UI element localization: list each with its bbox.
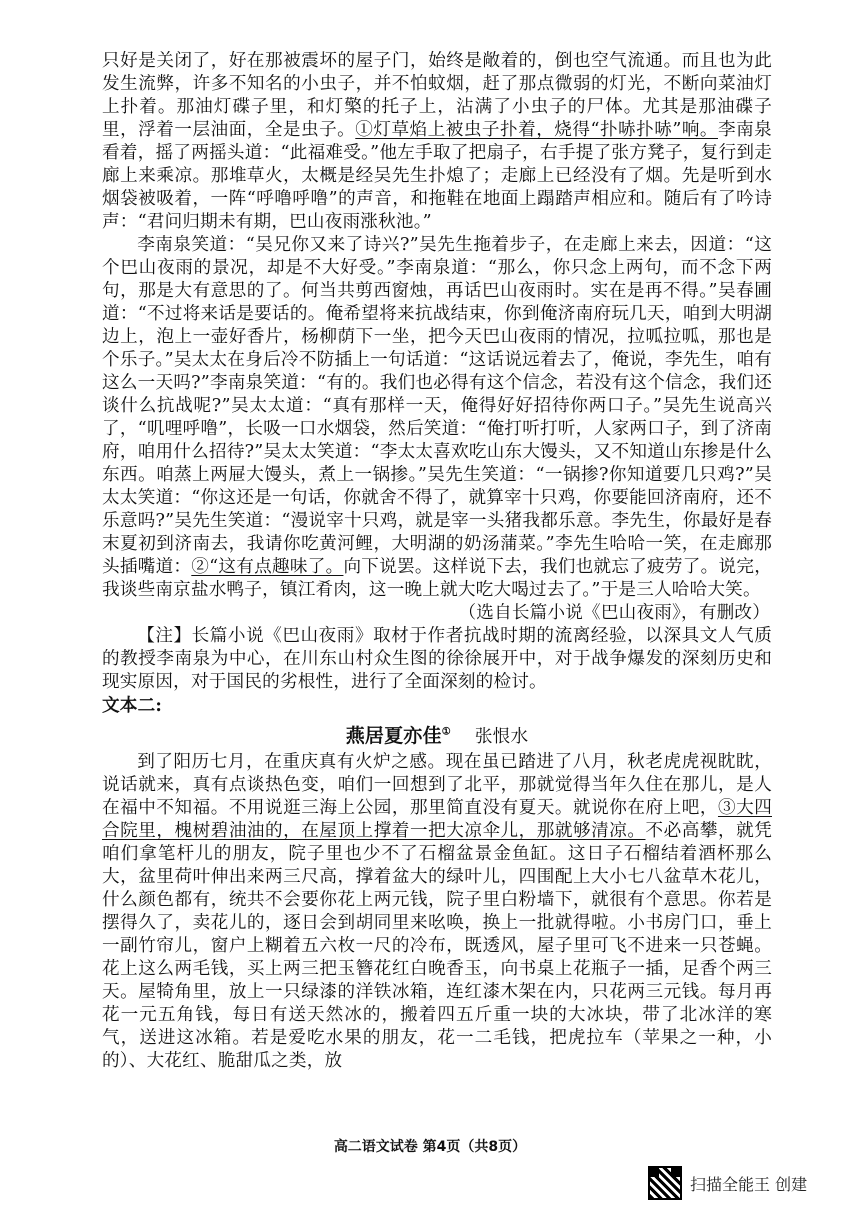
- text2-title-text: 燕居夏亦佳: [345, 725, 442, 748]
- article-body: [102, 50, 772, 1073]
- source-citation: （选自长篇小说《巴山夜雨》，有删改）: [458, 603, 770, 623]
- author-note: 【注】长篇小说《巴山夜雨》取材于作者抗战时期的流离经验，以深具文人气质的教授李南泉为中心，在川东山村众生图的徐徐展开中，对于战争爆发的深刻历史和现实原因，对于国民的劣根性，进行了全面深刻的检讨。: [102, 626, 772, 692]
- text1-paragraph-2: [102, 234, 772, 602]
- watermark-text: 扫描全能王 创建: [690, 1174, 808, 1194]
- text2-p1-part-a: 到了阳历七月，在重庆真有火炉之感。现在虽已踏进了八月，秋老虎虎视眈眈，说话就来，真有点谈热色变，咱们一回想到了北平，那就觉得当年久住在那儿，是人在福中不知福。不用说逛三海上公园，那里简直没有夏天。就说你在府上吧，: [102, 752, 772, 819]
- text2-paragraph-1: [102, 751, 772, 1073]
- text2-title: [346, 725, 451, 747]
- text2-label: 文本二:: [102, 695, 163, 716]
- qr-code-icon: [648, 1166, 682, 1200]
- text1-paragraph-1: [102, 50, 772, 234]
- title-footnote-mark: ①: [441, 727, 451, 738]
- text2-heading: [102, 721, 772, 749]
- page-footer: 高二语文试卷 第4页（共8页）: [333, 1139, 527, 1155]
- text1-p2-part-b: 向下说罢。这样说下去，我们也就忘了疲劳了。说完，我谈些南京盐水鸭子，镇江肴肉，这一晚上就大吃大喝过去了。”于是三人哈哈大笑。: [102, 557, 772, 600]
- underlined-sentence-3: ③大四合院里，槐树碧油油的，在屋顶上撑着一把大凉伞儿，那就够清凉。: [102, 798, 772, 842]
- text1-p1-part-a: 只好是关闭了，好在那被震坏的屋子门，始终是敞着的，倒也空气流通。而且也为此发生流弊，许多不知名的小虫子，并不怕蚊烟，赶了那点微弱的灯光，不断向菜油灯上扑着。那油灯碟子里，和灯檠的托子上，沾满了小虫子的尸体。尤其是那油碟子里，浮着一层油面，全是虫子。: [102, 51, 772, 140]
- underlined-sentence-1: ①灯草焰上被虫子扑着，烧得“扑哧扑哧”响。: [355, 120, 718, 140]
- text2-p1-part-b: 不必高攀，就凭咱们拿笔杆儿的朋友，院子里也少不了石榴盆景金鱼缸。这日子石榴结着酒杯那么大，盆里荷叶伸出来两三尺高，撑着盆大的绿叶儿，四围配上大小七八盆草木花儿，什么颜色都有，统共不会要你花上两元钱，院子里白粉墙下，就很有个意思。你若是摆得久了，卖花儿的，逐日会到胡同里来吆唤，换上一批就得啦。小书房门口，垂上一副竹帘儿，窗户上糊着五六枚一尺的冷布，既透风，屋子里可飞不进来一只苍蝇。花上这么两毛钱，买上两三把玉簪花红白晚香玉，向书桌上花瓶子一插，足香个两三天。屋犄角里，放上一只绿漆的洋铁冰箱，连红漆木架在内，只花两三元钱。每月再花一元五角钱，每日有送天然冰的，搬着四五斤重一块的大冰块，带了北冰洋的寒气，送进这冰箱。若是爱吃水果的朋友，花一二毛钱，把虎拉车（苹果之一种，小的）、大花红、脆甜瓜之类，放: [102, 821, 772, 1072]
- text1-p2-part-a: 李南泉笑道：“吴兄你又来了诗兴?”吴先生拖着步子，在走廊上来去，因道：“这个巴山夜雨的景况，却是不大好受。”李南泉道：“那么，你只念上两句，而不念下两句，那是大有意思的了。何当共剪西窗烛，再话巴山夜雨时。实在是再不得。”吴春圃道：“不过将来话是要话的。俺希望将来抗战结束，你到俺济南府玩几天，咱到大明湖边上，泡上一壶好香片，杨柳荫下一坐，把今天巴山夜雨的情况，拉呱拉呱，那也是个乐子。”吴太太在身后冷不防插上一句话道：“这话说远着去了，俺说，李先生，咱有这么一天吗?”李南泉笑道：“有的。我们也必得有这个信念，若没有这个信念，我们还谈什么抗战呢?”吴太太道：“真有那样一天，俺得好好招待你两口子。”吴先生说高兴了，“叽哩呼噜”，长吸一口水烟袋，然后笑道：“俺打听打听，人家两口子，到了济南府，咱用什么招待?”吴太太笑道：“李太太喜欢吃山东大馒头，又不知道山东掺是什么东西。咱蒸上两屉大馒头，煮上一锅掺。”吴先生笑道：“一锅掺?你知道要几只鸡?”吴太太笑道：“你这还是一句话，你就舍不得了，就算宰十只鸡，你要能回济南府，还不乐意吗?”吴先生笑道：“漫说宰十只鸡，就是宰一头猪我都乐意。李先生，你最好是春末夏初到济南去，我请你吃黄河鲤，大明湖的奶汤蒲菜。”李先生哈哈一笑，在走廊那头插嘴道：: [102, 235, 772, 577]
- underlined-sentence-2: ②“这有点趣味了。: [191, 557, 344, 577]
- text2-author: 张恨水: [474, 727, 529, 748]
- text1-p1-part-b: 李南泉看着，摇了两摇头道：“此福难受。”他左手取了把扇子，右手提了张方凳子，复行到走廊上来乘凉。那堆草火，太概是经吴先生扑熄了；走廊上已经没有了烟。先是听到水烟袋被吸着，一阵“呼噜呼噜”的声音，和拖鞋在地面上蹋踏声相应和。随后有了吟诗声：“君问归期未有期，巴山夜雨涨秋池。”: [102, 120, 772, 232]
- scanner-watermark: [648, 1166, 807, 1200]
